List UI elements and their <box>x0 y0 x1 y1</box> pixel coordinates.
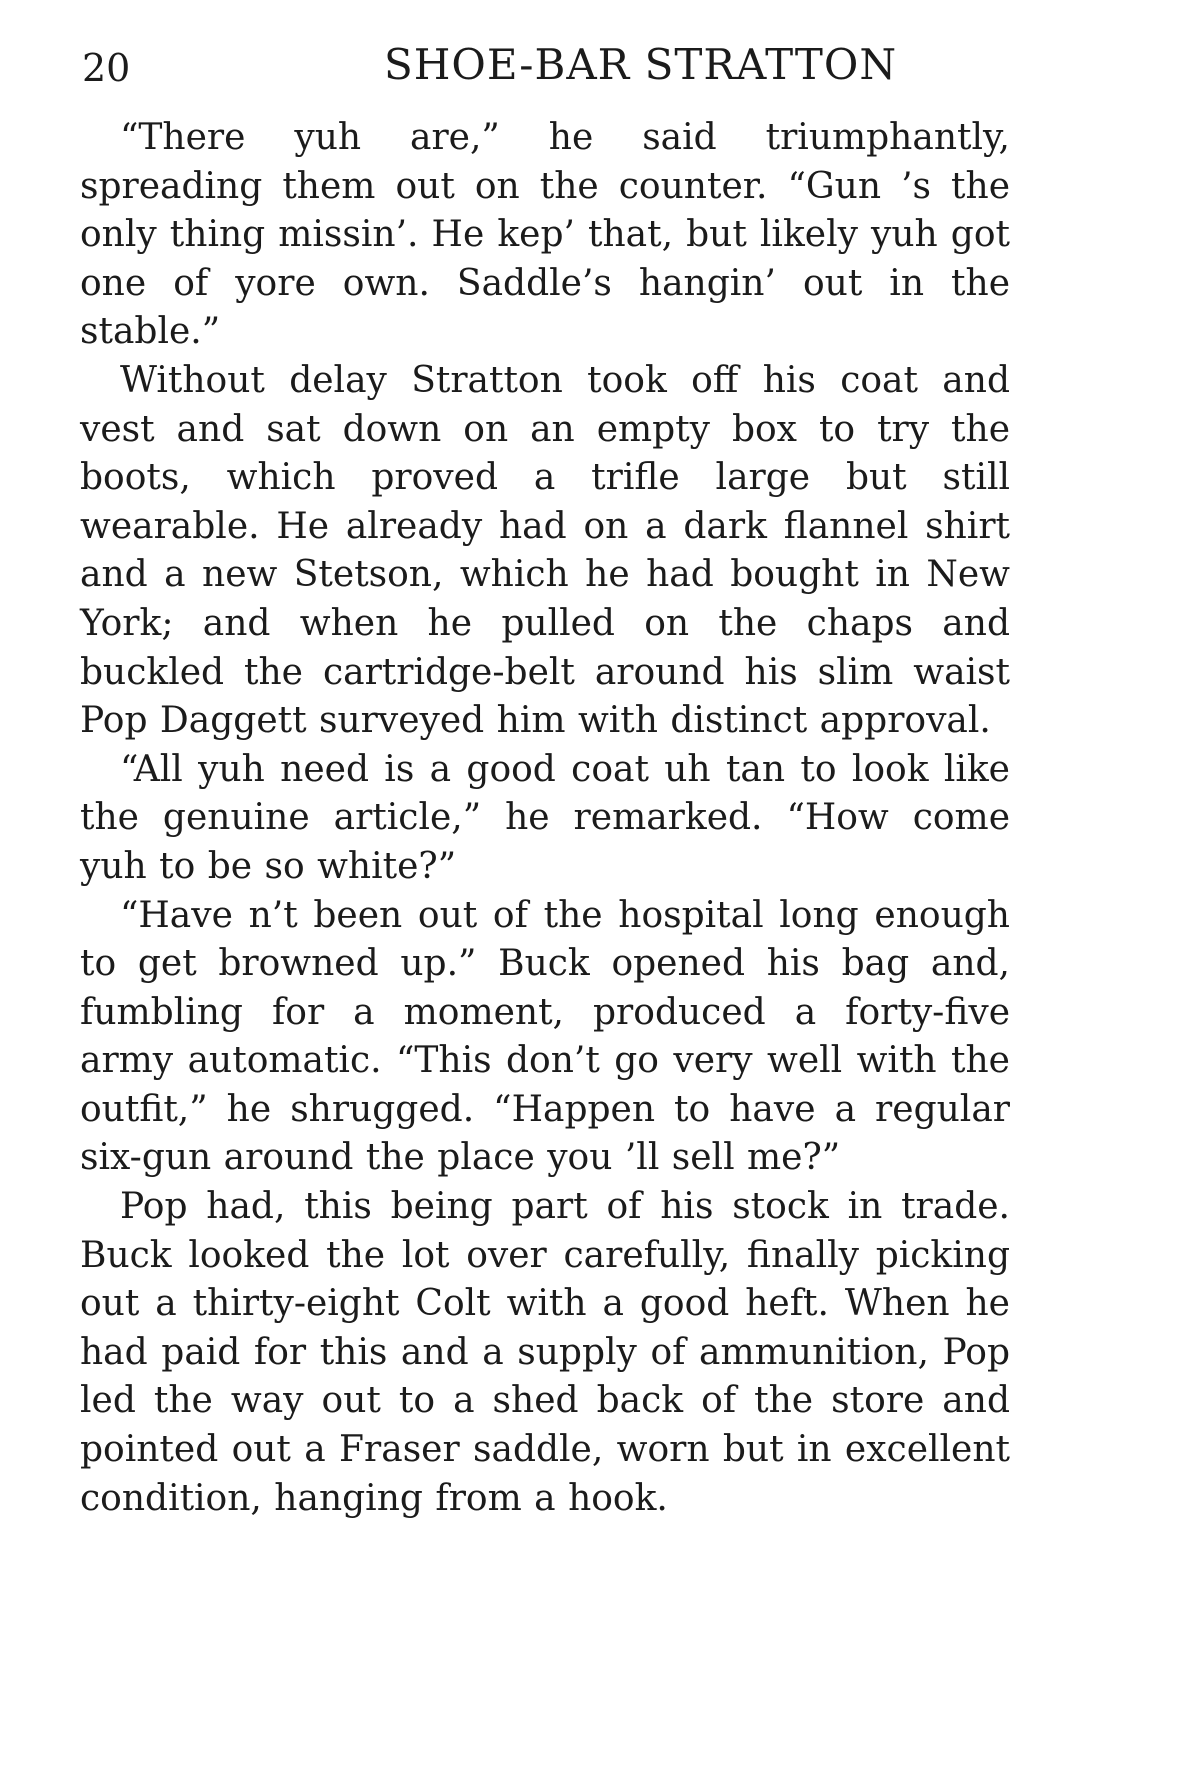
page-header <box>82 40 1112 100</box>
body-text <box>80 114 1010 1523</box>
running-title: SHOE-BAR STRATTON <box>384 40 898 89</box>
paragraph-2: Without delay Stratton took off his coat and vest and sat down on an empty box to try the boots, which proved a trifle large but still wearable. He already had on a dark flannel shirt and a new Stetson, which he had bought in New York; and when he pulled on the chaps and buckled the cartridge-belt around his slim waist Pop Daggett surveyed him with distinct approval. <box>80 359 1010 742</box>
paragraph-4: “Have n’t been out of the hospital long enough to get browned up.” Buck opened his bag and, fumbling for a moment, produced a forty-five army automatic. “This don’t go very well with the outfit,” he shrugged. “Happen to have a regular six-gun around the place you ’ll sell me?” <box>80 894 1010 1179</box>
paragraph-1: “There yuh are,” he said triumphantly, spreading them out on the counter. “Gun ’s the only thing missin’. He kep’ that, but likely yuh got one of yore own. Saddle’s hangin’ out in the stable.” <box>80 117 1010 353</box>
paragraph-3: “All yuh need is a good coat uh tan to look like the genuine article,” he remarked. “How come yuh to be so white?” <box>80 748 1010 887</box>
paragraph-5: Pop had, this being part of his stock in trade. Buck looked the lot over carefully, finally picking out a thirty-eight Colt with a good heft. When he had paid for this and a supply of ammunition, Pop led the way out to a shed back of the store and pointed out a Fraser saddle, worn but in excellent condition, hanging from a hook. <box>80 1186 1010 1519</box>
page-number: 20 <box>82 46 131 90</box>
